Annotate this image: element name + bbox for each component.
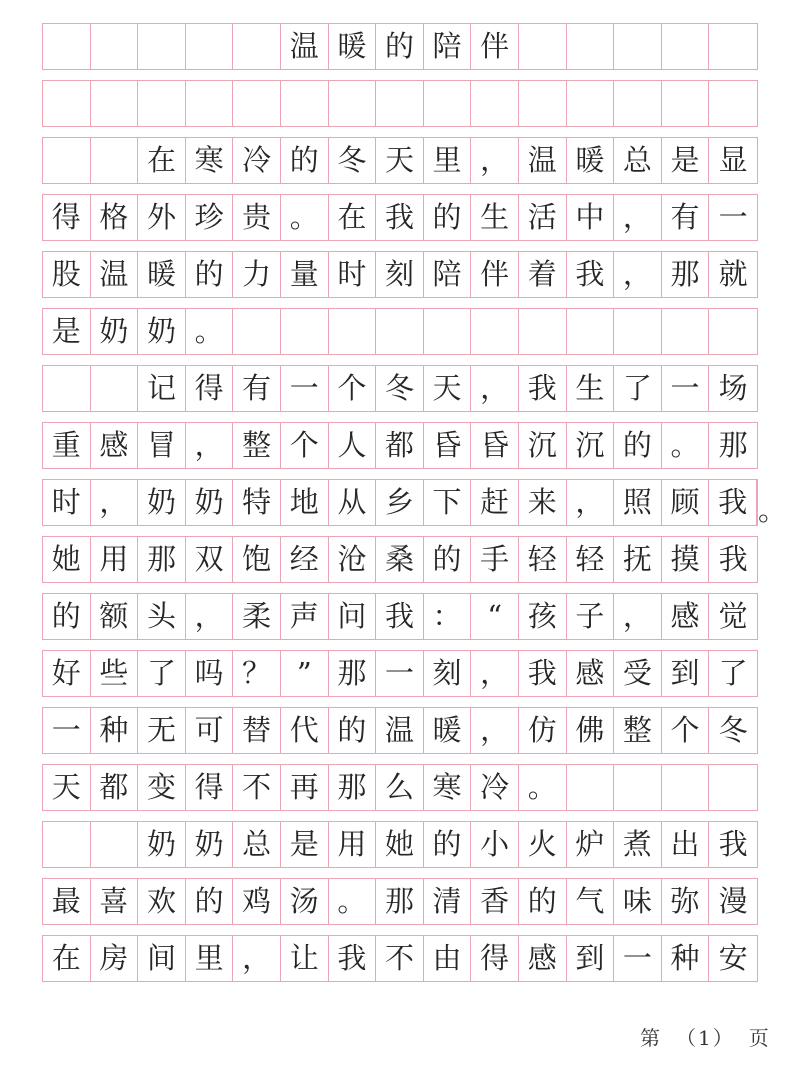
grid-cell: 一: [43, 708, 91, 753]
grid-cell: [567, 309, 615, 354]
grid-cell: 房: [91, 936, 139, 981]
grid-cell: 好: [43, 651, 91, 696]
grid-cell: 重: [43, 423, 91, 468]
grid-cell: 寒: [424, 765, 472, 810]
grid-cell: [614, 24, 662, 69]
grid-cell: 受: [614, 651, 662, 696]
grid-cell: [614, 81, 662, 126]
grid-cell: [424, 81, 472, 126]
grid-row: [42, 764, 758, 811]
grid-cell: [614, 765, 662, 810]
grid-cell: 暖: [329, 24, 377, 69]
grid-cell: 最: [43, 879, 91, 924]
grid-cell: 温: [519, 138, 567, 183]
grid-cell: 的: [186, 879, 234, 924]
grid-cell: 人: [329, 423, 377, 468]
grid-cell: [233, 81, 281, 126]
grid-cell: 的: [376, 24, 424, 69]
grid-cell: 双: [186, 537, 234, 582]
grid-cell: ：: [424, 594, 472, 639]
grid-cell: 的: [614, 423, 662, 468]
grid-cell: 活: [519, 195, 567, 240]
grid-cell: 总: [233, 822, 281, 867]
grid-cell: 小: [471, 822, 519, 867]
grid-cell: 代: [281, 708, 329, 753]
grid-cell: 寒: [186, 138, 234, 183]
grid-cell: 那: [662, 252, 710, 297]
grid-cell: ，: [471, 138, 519, 183]
grid-row: [42, 365, 758, 412]
grid-cell: 的: [329, 708, 377, 753]
grid-cell: [519, 24, 567, 69]
grid-cell: [519, 309, 567, 354]
grid-cell: 里: [186, 936, 234, 981]
grid-cell: [662, 765, 710, 810]
grid-cell: 桑: [376, 537, 424, 582]
grid-cell: 冷: [471, 765, 519, 810]
grid-cell: 珍: [186, 195, 234, 240]
manuscript-grid: [42, 23, 787, 992]
grid-cell: 头: [138, 594, 186, 639]
grid-cell: 温: [91, 252, 139, 297]
grid-cell: 整: [614, 708, 662, 753]
grid-cell: ，: [233, 936, 281, 981]
grid-cell: [233, 309, 281, 354]
grid-cell: ？: [233, 651, 281, 696]
grid-cell: 赶: [471, 480, 519, 525]
grid-cell: 手: [471, 537, 519, 582]
grid-cell: 暖: [424, 708, 472, 753]
grid-cell: 奶: [138, 480, 186, 525]
grid-cell: 冬: [376, 366, 424, 411]
grid-cell: 个: [329, 366, 377, 411]
grid-cell: [662, 24, 710, 69]
grid-cell: 刻: [424, 651, 472, 696]
grid-cell: [91, 81, 139, 126]
grid-cell: 。: [662, 423, 710, 468]
grid-cell: 着: [519, 252, 567, 297]
grid-cell: 一: [376, 651, 424, 696]
grid-cell: 力: [233, 252, 281, 297]
grid-cell: 奶: [186, 822, 234, 867]
grid-cell: 种: [662, 936, 710, 981]
grid-cell: 沧: [329, 537, 377, 582]
grid-cell: 的: [424, 195, 472, 240]
grid-cell: ，: [471, 651, 519, 696]
grid-cell: 的: [43, 594, 91, 639]
grid-cell: 乡: [376, 480, 424, 525]
grid-cell: 我: [567, 252, 615, 297]
grid-cell: ，: [614, 252, 662, 297]
grid-cell: 轻: [519, 537, 567, 582]
grid-cell: 外: [138, 195, 186, 240]
grid-cell: 了: [138, 651, 186, 696]
grid-cell: 我: [709, 480, 757, 525]
grid-cell: 我: [519, 651, 567, 696]
grid-cell: [662, 81, 710, 126]
grid-cell: [43, 24, 91, 69]
grid-row: [42, 821, 758, 868]
grid-row: [42, 593, 758, 640]
grid-cell: 奶: [91, 309, 139, 354]
grid-cell: 用: [329, 822, 377, 867]
grid-row: [42, 251, 758, 298]
grid-cell: 的: [186, 252, 234, 297]
grid-cell: 子: [567, 594, 615, 639]
grid-cell: 吗: [186, 651, 234, 696]
grid-cell: 场: [718, 371, 748, 405]
grid-cell: 下: [424, 480, 472, 525]
grid-cell: 我: [376, 195, 424, 240]
grid-cell: 佛: [567, 708, 615, 753]
grid-row: [42, 23, 758, 70]
grid-cell: 她: [376, 822, 424, 867]
grid-cell: 。: [186, 309, 234, 354]
grid-cell: “: [471, 594, 519, 639]
grid-cell: 得: [186, 765, 234, 810]
grid-cell: 那: [376, 879, 424, 924]
grid-cell: [186, 81, 234, 126]
grid-cell: 照: [614, 480, 662, 525]
grid-cell: [233, 24, 281, 69]
grid-cell: ，: [614, 594, 662, 639]
grid-cell: 温: [281, 24, 329, 69]
grid-cell: 沉: [567, 423, 615, 468]
grid-cell: 陪: [424, 252, 472, 297]
grid-cell: 出: [662, 822, 710, 867]
grid-cell: 我: [718, 827, 748, 861]
grid-cell: 不: [233, 765, 281, 810]
grid-cell: ”: [281, 651, 329, 696]
grid-cell: 么: [376, 765, 424, 810]
grid-cell: 用: [91, 537, 139, 582]
grid-cell: 一: [281, 366, 329, 411]
grid-cell: 都: [376, 423, 424, 468]
grid-cell: 格: [91, 195, 139, 240]
grid-cell: 温: [376, 708, 424, 753]
grid-cell: 那: [329, 651, 377, 696]
grid-cell: 觉: [718, 599, 748, 633]
grid-cell: 味: [614, 879, 662, 924]
grid-cell: [281, 81, 329, 126]
grid-cell: 生: [471, 195, 519, 240]
page-footer: [640, 1022, 785, 1051]
grid-cell: [91, 366, 139, 411]
grid-cell: 都: [91, 765, 139, 810]
grid-cell: 量: [281, 252, 329, 297]
grid-cell: 到: [567, 936, 615, 981]
grid-cell: 暖: [567, 138, 615, 183]
grid-cell: 。: [329, 879, 377, 924]
grid-cell: 让: [281, 936, 329, 981]
grid-cell: 整: [233, 423, 281, 468]
grid-cell: 经: [281, 537, 329, 582]
grid-row: [42, 479, 787, 527]
grid-cell: 昏: [471, 423, 519, 468]
grid-cell: 得: [186, 366, 234, 411]
grid-cell: 从: [329, 480, 377, 525]
grid-cell: 弥: [662, 879, 710, 924]
grid-cell: 奶: [138, 822, 186, 867]
grid-cell: 气: [567, 879, 615, 924]
grid-cell: [138, 81, 186, 126]
grid-cell: 香: [471, 879, 519, 924]
grid-cell: [138, 24, 186, 69]
grid-cell: ，: [471, 366, 519, 411]
grid-cell: 暖: [138, 252, 186, 297]
grid-cell: 由: [424, 936, 472, 981]
grid-cell: 天: [43, 765, 91, 810]
grid-cell: 仿: [519, 708, 567, 753]
grid-cell: [91, 138, 139, 183]
grid-cell: 时: [329, 252, 377, 297]
grid-cell: [614, 309, 662, 354]
grid-row: [42, 308, 758, 355]
grid-row: [42, 536, 758, 583]
grid-row: [42, 137, 758, 184]
grid-cell: 的: [519, 879, 567, 924]
grid-cell: [43, 81, 91, 126]
grid-cell: 总: [614, 138, 662, 183]
grid-cell: 轻: [567, 537, 615, 582]
grid-cell: [281, 309, 329, 354]
grid-cell: ，: [471, 708, 519, 753]
grid-cell: 抚: [614, 537, 662, 582]
grid-cell: 得: [471, 936, 519, 981]
grid-cell: 是: [662, 138, 710, 183]
grid-cell: 汤: [281, 879, 329, 924]
grid-cell: 些: [91, 651, 139, 696]
grid-cell: [709, 309, 757, 354]
grid-row: [42, 650, 758, 697]
grid-cell: 是: [281, 822, 329, 867]
page-number: （1）: [676, 1026, 735, 1050]
grid-cell: ，: [614, 195, 662, 240]
grid-cell: 炉: [567, 822, 615, 867]
grid-cell: [709, 765, 757, 810]
grid-cell: [91, 24, 139, 69]
grid-cell: [376, 309, 424, 354]
grid-cell: 顾: [662, 480, 710, 525]
grid-cell: 鸡: [233, 879, 281, 924]
grid-cell: ，: [186, 423, 234, 468]
grid-cell: 安: [718, 941, 748, 975]
grid-cell: [91, 822, 139, 867]
grid-cell: ，: [91, 480, 139, 525]
grid-cell: 个: [662, 708, 710, 753]
grid-cell: 奶: [186, 480, 234, 525]
grid-cell: 有: [233, 366, 281, 411]
grid-cell: 柔: [233, 594, 281, 639]
grid-row: [42, 878, 758, 925]
grid-cell: 刻: [376, 252, 424, 297]
grid-cell: [567, 24, 615, 69]
grid-cell: 到: [662, 651, 710, 696]
grid-cell: 饱: [233, 537, 281, 582]
grid-cell: 在: [43, 936, 91, 981]
grid-cell: 生: [567, 366, 615, 411]
grid-cell: 时: [43, 480, 91, 525]
grid-cell: [709, 24, 757, 69]
page-suffix: 页: [748, 1026, 771, 1050]
grid-cell: 问: [329, 594, 377, 639]
grid-cell: [43, 366, 91, 411]
grid-row: [42, 935, 758, 982]
grid-cell: 冷: [233, 138, 281, 183]
grid-cell: [662, 309, 710, 354]
grid-cell: 无: [138, 708, 186, 753]
grid-cell: 冬: [329, 138, 377, 183]
grid-cell: 来: [519, 480, 567, 525]
grid-cell: 冬: [718, 713, 748, 747]
grid-cell: 冒: [138, 423, 186, 468]
grid-cell: 我: [718, 542, 748, 576]
grid-cell: 感: [567, 651, 615, 696]
grid-cell: 再: [281, 765, 329, 810]
grid-cell: [43, 138, 91, 183]
grid-cell: 伴: [471, 24, 519, 69]
grid-cell: 在: [138, 138, 186, 183]
grid-cell: 额: [91, 594, 139, 639]
grid-cell: 中: [567, 195, 615, 240]
grid-cell: 那: [329, 765, 377, 810]
grid-cell: 一: [662, 366, 710, 411]
grid-cell: [471, 81, 519, 126]
grid-cell: [376, 81, 424, 126]
grid-cell: 孩: [519, 594, 567, 639]
grid-cell: [186, 24, 234, 69]
grid-cell: 感: [519, 936, 567, 981]
grid-cell: 欢: [138, 879, 186, 924]
grid-cell: 的: [281, 138, 329, 183]
grid-cell: 。: [281, 195, 329, 240]
grid-row: [42, 194, 758, 241]
grid-cell: 了: [718, 656, 748, 690]
grid-cell: 地: [281, 480, 329, 525]
grid-cell: [43, 822, 91, 867]
grid-cell: 我: [376, 594, 424, 639]
grid-cell: ，: [567, 480, 615, 525]
grid-cell: 记: [138, 366, 186, 411]
grid-cell: 的: [424, 537, 472, 582]
grid-cell: [567, 765, 615, 810]
grid-cell: 昏: [424, 423, 472, 468]
grid-cell: 那: [718, 428, 748, 462]
grid-cell: 贵: [233, 195, 281, 240]
grid-cell: [519, 81, 567, 126]
grid-cell: 那: [138, 537, 186, 582]
grid-cell: 显: [718, 143, 748, 177]
grid-cell: 我: [519, 366, 567, 411]
grid-cell: 可: [186, 708, 234, 753]
grid-cell: 间: [138, 936, 186, 981]
grid-cell: ，: [186, 594, 234, 639]
grid-cell: 在: [329, 195, 377, 240]
grid-cell: 摸: [662, 537, 710, 582]
grid-cell: 天: [424, 366, 472, 411]
grid-cell: 就: [718, 257, 748, 291]
grid-cell: 天: [376, 138, 424, 183]
grid-cell: [709, 81, 757, 126]
grid-cell: [424, 309, 472, 354]
grid-cell: 喜: [91, 879, 139, 924]
grid-cell: 伴: [471, 252, 519, 297]
grid-cell: 有: [662, 195, 710, 240]
grid-row: [42, 422, 758, 469]
grid-cell: 沉: [519, 423, 567, 468]
grid-cell: 清: [424, 879, 472, 924]
page-prefix: 第: [640, 1026, 662, 1050]
grid-cell: [471, 309, 519, 354]
grid-cell: 一: [718, 200, 748, 234]
grid-cell: 她: [43, 537, 91, 582]
grid-cell: 替: [233, 708, 281, 753]
grid-cell: 我: [329, 936, 377, 981]
grid-cell: 个: [281, 423, 329, 468]
grid-cell: 煮: [614, 822, 662, 867]
grid-cell: 陪: [424, 24, 472, 69]
grid-cell: [329, 81, 377, 126]
grid-cell: 感: [91, 423, 139, 468]
grid-cell: 。: [519, 765, 567, 810]
grid-cell: 火: [519, 822, 567, 867]
grid-cell: 变: [138, 765, 186, 810]
grid-cell: 感: [662, 594, 710, 639]
grid-cell: [329, 309, 377, 354]
grid-cell: 漫: [718, 884, 748, 918]
grid-cell: 的: [424, 822, 472, 867]
grid-row: [42, 80, 758, 127]
overflow-punctuation: 。: [757, 493, 787, 527]
grid-cell: 奶: [138, 309, 186, 354]
grid-cell: 特: [233, 480, 281, 525]
grid-cell: 股: [43, 252, 91, 297]
grid-cell: 种: [91, 708, 139, 753]
grid-cell: 了: [614, 366, 662, 411]
grid-cell: [567, 81, 615, 126]
grid-cell: 是: [43, 309, 91, 354]
grid-cell: 声: [281, 594, 329, 639]
grid-cell: 一: [614, 936, 662, 981]
grid-cell: 里: [424, 138, 472, 183]
grid-cell: 不: [376, 936, 424, 981]
grid-row: [42, 707, 758, 754]
grid-cell: 得: [43, 195, 91, 240]
